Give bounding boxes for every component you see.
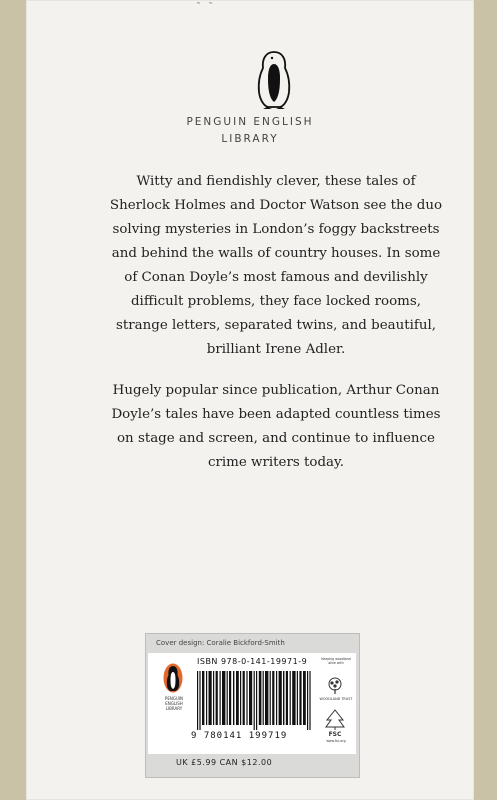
- fsc-url-text: www.fsc.org: [326, 739, 346, 743]
- isbn: ISBN 978-0-141-19971-9: [197, 657, 308, 666]
- fsc-logo-icon: [324, 709, 346, 737]
- blurb-paragraph-1: Witty and fiendishly clever, these tales of Sherlock Holmes and Doctor Watson see the duo solving mysteries in London’s foggy backstreets and behind the walls of country houses. In some of Conan Doyle’s most famous and devilishly difficult problems, they face locked rooms, strange letters, separated twins, and beautiful, brilliant Irene Adler.: [109, 174, 443, 357]
- small-logo-line-3: LIBRARY: [165, 706, 183, 711]
- woodland-trust-text: WOODLAND TRUST: [319, 697, 353, 701]
- fsc-label: FSC: [328, 731, 342, 737]
- barcode-number: 9 780141 199719: [191, 731, 288, 741]
- publisher-line-1: PENGUIN ENGLISH: [186, 116, 314, 128]
- blurb-paragraph-2: Hugely popular since publication, Arthur Conan Doyle’s tales have been adapted countless times on stage and screen, and continue to influence crime writers today.: [111, 383, 441, 470]
- penguin-logo-icon: [251, 50, 297, 110]
- top-marks: ˜ ˜: [196, 2, 216, 13]
- small-logo-line-2: ENGLISH: [165, 701, 183, 706]
- barcode-icon: [197, 671, 313, 730]
- publisher-line-2: LIBRARY: [221, 133, 279, 145]
- small-penguin-logo-icon: [163, 663, 183, 693]
- blurb: [106, 170, 446, 492]
- barcode-label: [148, 653, 356, 754]
- keeping-woodland-text: Keeping woodland alive with: [321, 657, 351, 665]
- price: UK £5.99 CAN $12.00: [176, 758, 273, 767]
- cover-credit: Cover design: Coralie Bickford-Smith: [156, 639, 285, 647]
- small-logo-line-1: PENGUIN: [164, 696, 184, 701]
- barcode-panel: [145, 633, 360, 778]
- woodland-tree-icon: [326, 677, 344, 695]
- small-publisher-name: [152, 696, 196, 711]
- publisher-name: [26, 114, 474, 148]
